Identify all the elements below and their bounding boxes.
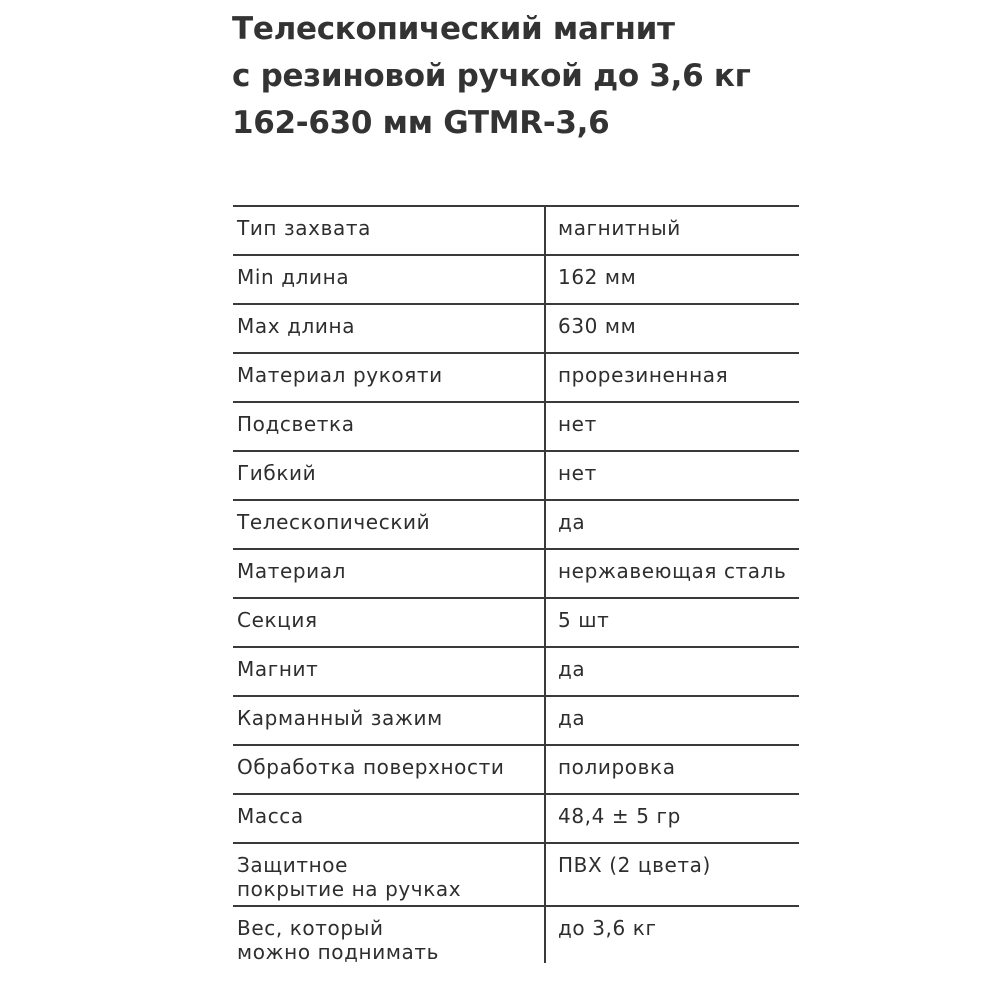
product-title bbox=[232, 6, 972, 147]
spec-label: Магнит bbox=[237, 657, 319, 681]
spec-row-telescopic bbox=[233, 499, 799, 548]
spec-row-weight bbox=[233, 793, 799, 842]
spec-row-grip-type bbox=[233, 205, 799, 254]
spec-value: магнитный bbox=[558, 216, 681, 240]
spec-value: да bbox=[558, 657, 586, 681]
spec-row-sections bbox=[233, 597, 799, 646]
spec-label: Подсветка bbox=[237, 412, 355, 436]
spec-label-line: можно поднимать bbox=[237, 940, 440, 964]
spec-label bbox=[237, 853, 537, 901]
spec-table bbox=[233, 205, 799, 963]
spec-value: ПВХ (2 цвета) bbox=[558, 853, 711, 877]
spec-label: Масса bbox=[237, 804, 304, 828]
spec-label-line: Вес, который bbox=[237, 916, 384, 940]
spec-row-magnet bbox=[233, 646, 799, 695]
spec-label: Гибкий bbox=[237, 461, 317, 485]
spec-row-material bbox=[233, 548, 799, 597]
spec-value: 162 мм bbox=[558, 265, 637, 289]
spec-row-max-length bbox=[233, 303, 799, 352]
spec-row-handle-material bbox=[233, 352, 799, 401]
spec-row-min-length bbox=[233, 254, 799, 303]
spec-value: нержавеющая сталь bbox=[558, 559, 787, 583]
spec-row-handle-coating bbox=[233, 842, 799, 905]
spec-value: 630 мм bbox=[558, 314, 637, 338]
spec-label: Обработка поверхности bbox=[237, 755, 505, 779]
spec-row-pocket-clip bbox=[233, 695, 799, 744]
spec-label: Max длина bbox=[237, 314, 356, 338]
spec-label: Секция bbox=[237, 608, 318, 632]
spec-value: 48,4 ± 5 гр bbox=[558, 804, 681, 828]
spec-label-line: Защитное bbox=[237, 853, 348, 877]
title-line-3: 162-630 мм GTMR-3,6 bbox=[232, 105, 610, 141]
spec-value: полировка bbox=[558, 755, 676, 779]
spec-value: 5 шт bbox=[558, 608, 610, 632]
spec-label bbox=[237, 916, 537, 964]
spec-row-lift-capacity bbox=[233, 905, 799, 963]
spec-value: до 3,6 кг bbox=[558, 916, 657, 940]
spec-value: да bbox=[558, 706, 586, 730]
spec-row-backlight bbox=[233, 401, 799, 450]
title-line-1: Телескопический магнит bbox=[232, 11, 675, 47]
spec-label: Материал bbox=[237, 559, 346, 583]
spec-row-flexible bbox=[233, 450, 799, 499]
spec-value: нет bbox=[558, 461, 597, 485]
title-line-2: с резиновой ручкой до 3,6 кг bbox=[232, 58, 751, 94]
spec-value: нет bbox=[558, 412, 597, 436]
spec-value: прорезиненная bbox=[558, 363, 729, 387]
spec-value: да bbox=[558, 510, 586, 534]
spec-row-surface-finish bbox=[233, 744, 799, 793]
spec-label-line: покрытие на ручках bbox=[237, 877, 462, 901]
spec-label: Телескопический bbox=[237, 510, 431, 534]
spec-label: Тип захвата bbox=[237, 216, 371, 240]
spec-label: Карманный зажим bbox=[237, 706, 443, 730]
spec-label: Min длина bbox=[237, 265, 350, 289]
spec-label: Материал рукояти bbox=[237, 363, 443, 387]
